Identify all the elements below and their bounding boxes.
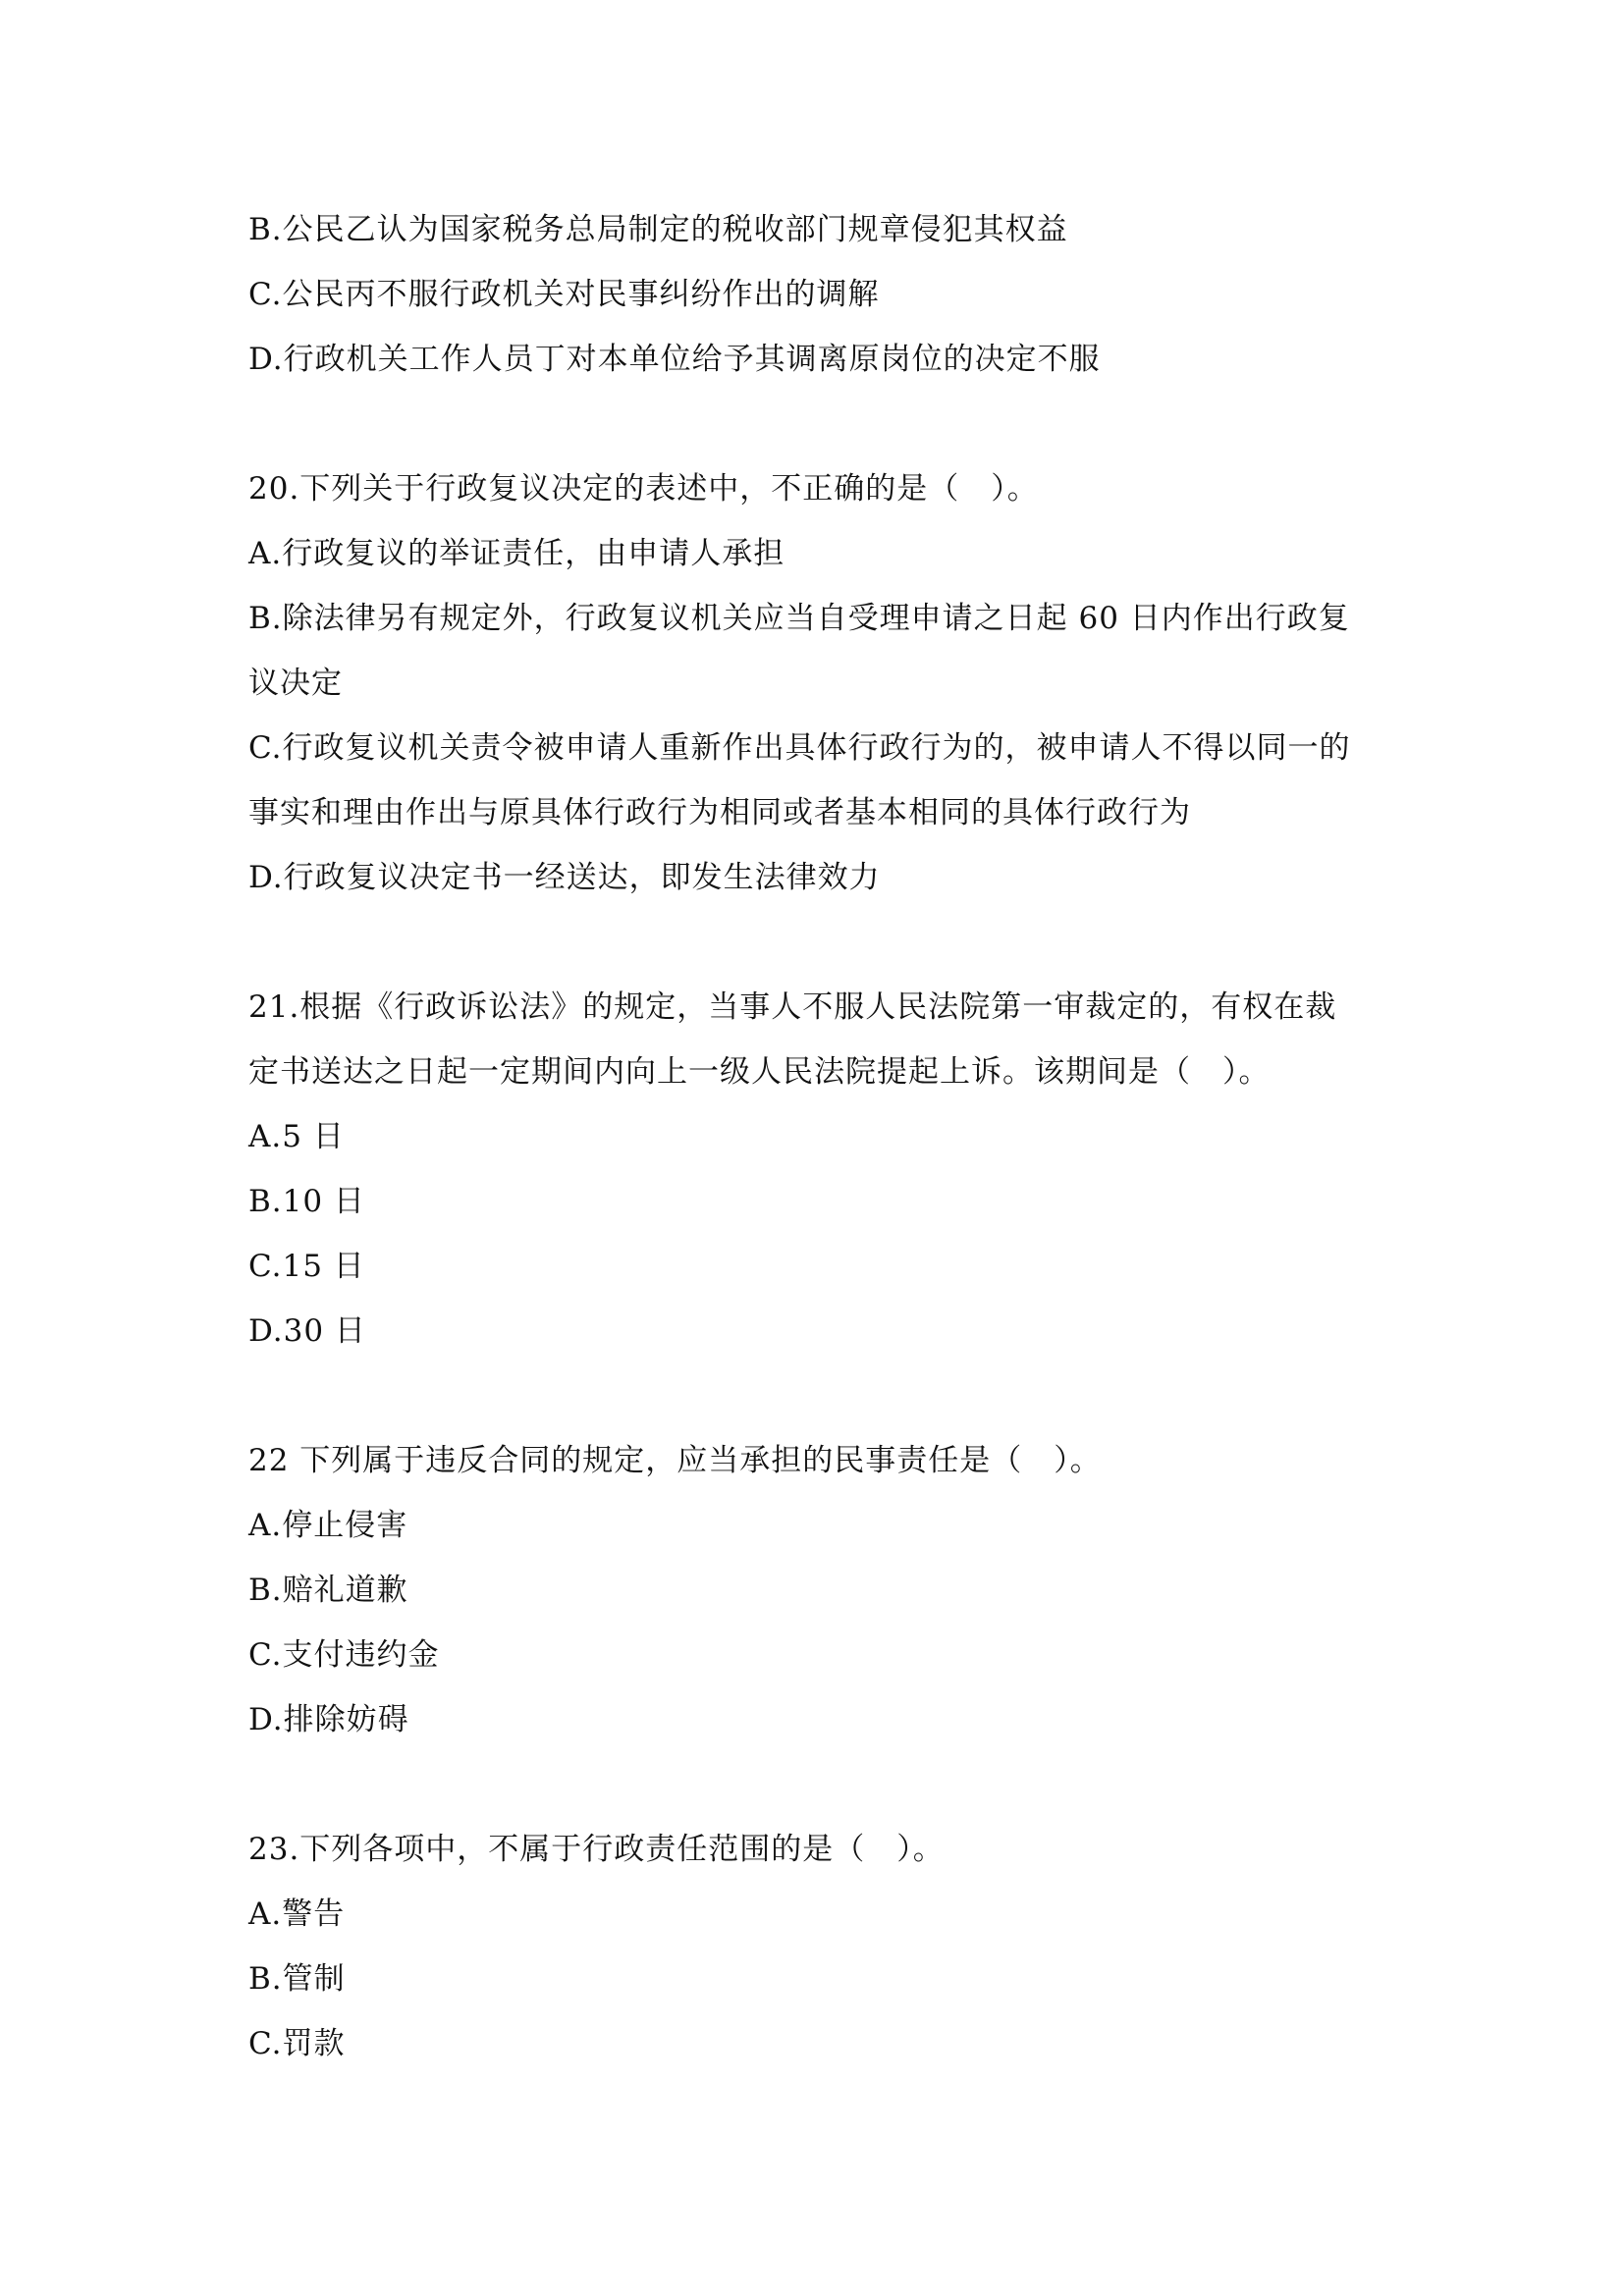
q20-option-c-line2: 事实和理由作出与原具体行政行为相同或者基本相同的具体行政行为 — [248, 795, 1191, 830]
q22-option-d: D.排除妨碍 — [248, 1702, 409, 1737]
q20-option-a: A.行政复议的举证责任，由申请人承担 — [248, 536, 785, 571]
q23-question: 23.下列各项中，不属于行政责任范围的是（ ）。 — [248, 1832, 945, 1867]
q22-question: 22 下列属于违反合同的规定，应当承担的民事责任是（ ）。 — [248, 1443, 1102, 1478]
q23-option-a: A.警告 — [248, 1896, 346, 1932]
q22-option-c: C.支付违约金 — [248, 1637, 440, 1673]
q19-option-d: D.行政机关工作人员丁对本单位给予其调离原岗位的决定不服 — [248, 342, 1101, 377]
q22-option-a: A.停止侵害 — [248, 1508, 408, 1543]
q23-option-c: C.罚款 — [248, 2026, 346, 2061]
q20-option-c-line1: C.行政复议机关责令被申请人重新作出具体行政行为的，被申请人不得以同一的 — [248, 730, 1351, 766]
q20-question: 20.下列关于行政复议决定的表述中，不正确的是（ ）。 — [248, 471, 1039, 507]
q21-option-b: B.10 日 — [248, 1184, 365, 1219]
q20-option-b-line2: 议决定 — [248, 666, 343, 701]
q20-option-b-line1: B.除法律另有规定外，行政复议机关应当自受理申请之日起 60 日内作出行政复 — [248, 601, 1350, 636]
q19-option-c: C.公民丙不服行政机关对民事纠纷作出的调解 — [248, 277, 880, 312]
q21-option-a: A.5 日 — [248, 1119, 345, 1154]
q22-option-b: B.赔礼道歉 — [248, 1573, 408, 1608]
q21-question-line2: 定书送达之日起一定期间内向上一级人民法院提起上诉。该期间是（ ）。 — [248, 1054, 1271, 1090]
q19-option-b: B.公民乙认为国家税务总局制定的税收部门规章侵犯其权益 — [248, 212, 1068, 247]
q23-option-b: B.管制 — [248, 1961, 346, 1997]
q21-option-d: D.30 日 — [248, 1313, 366, 1349]
q20-option-d: D.行政复议决定书一经送达，即发生法律效力 — [248, 860, 881, 895]
q21-question-line1: 21.根据《行政诉讼法》的规定，当事人不服人民法院第一审裁定的，有权在裁 — [248, 989, 1337, 1025]
q21-option-c: C.15 日 — [248, 1249, 365, 1284]
